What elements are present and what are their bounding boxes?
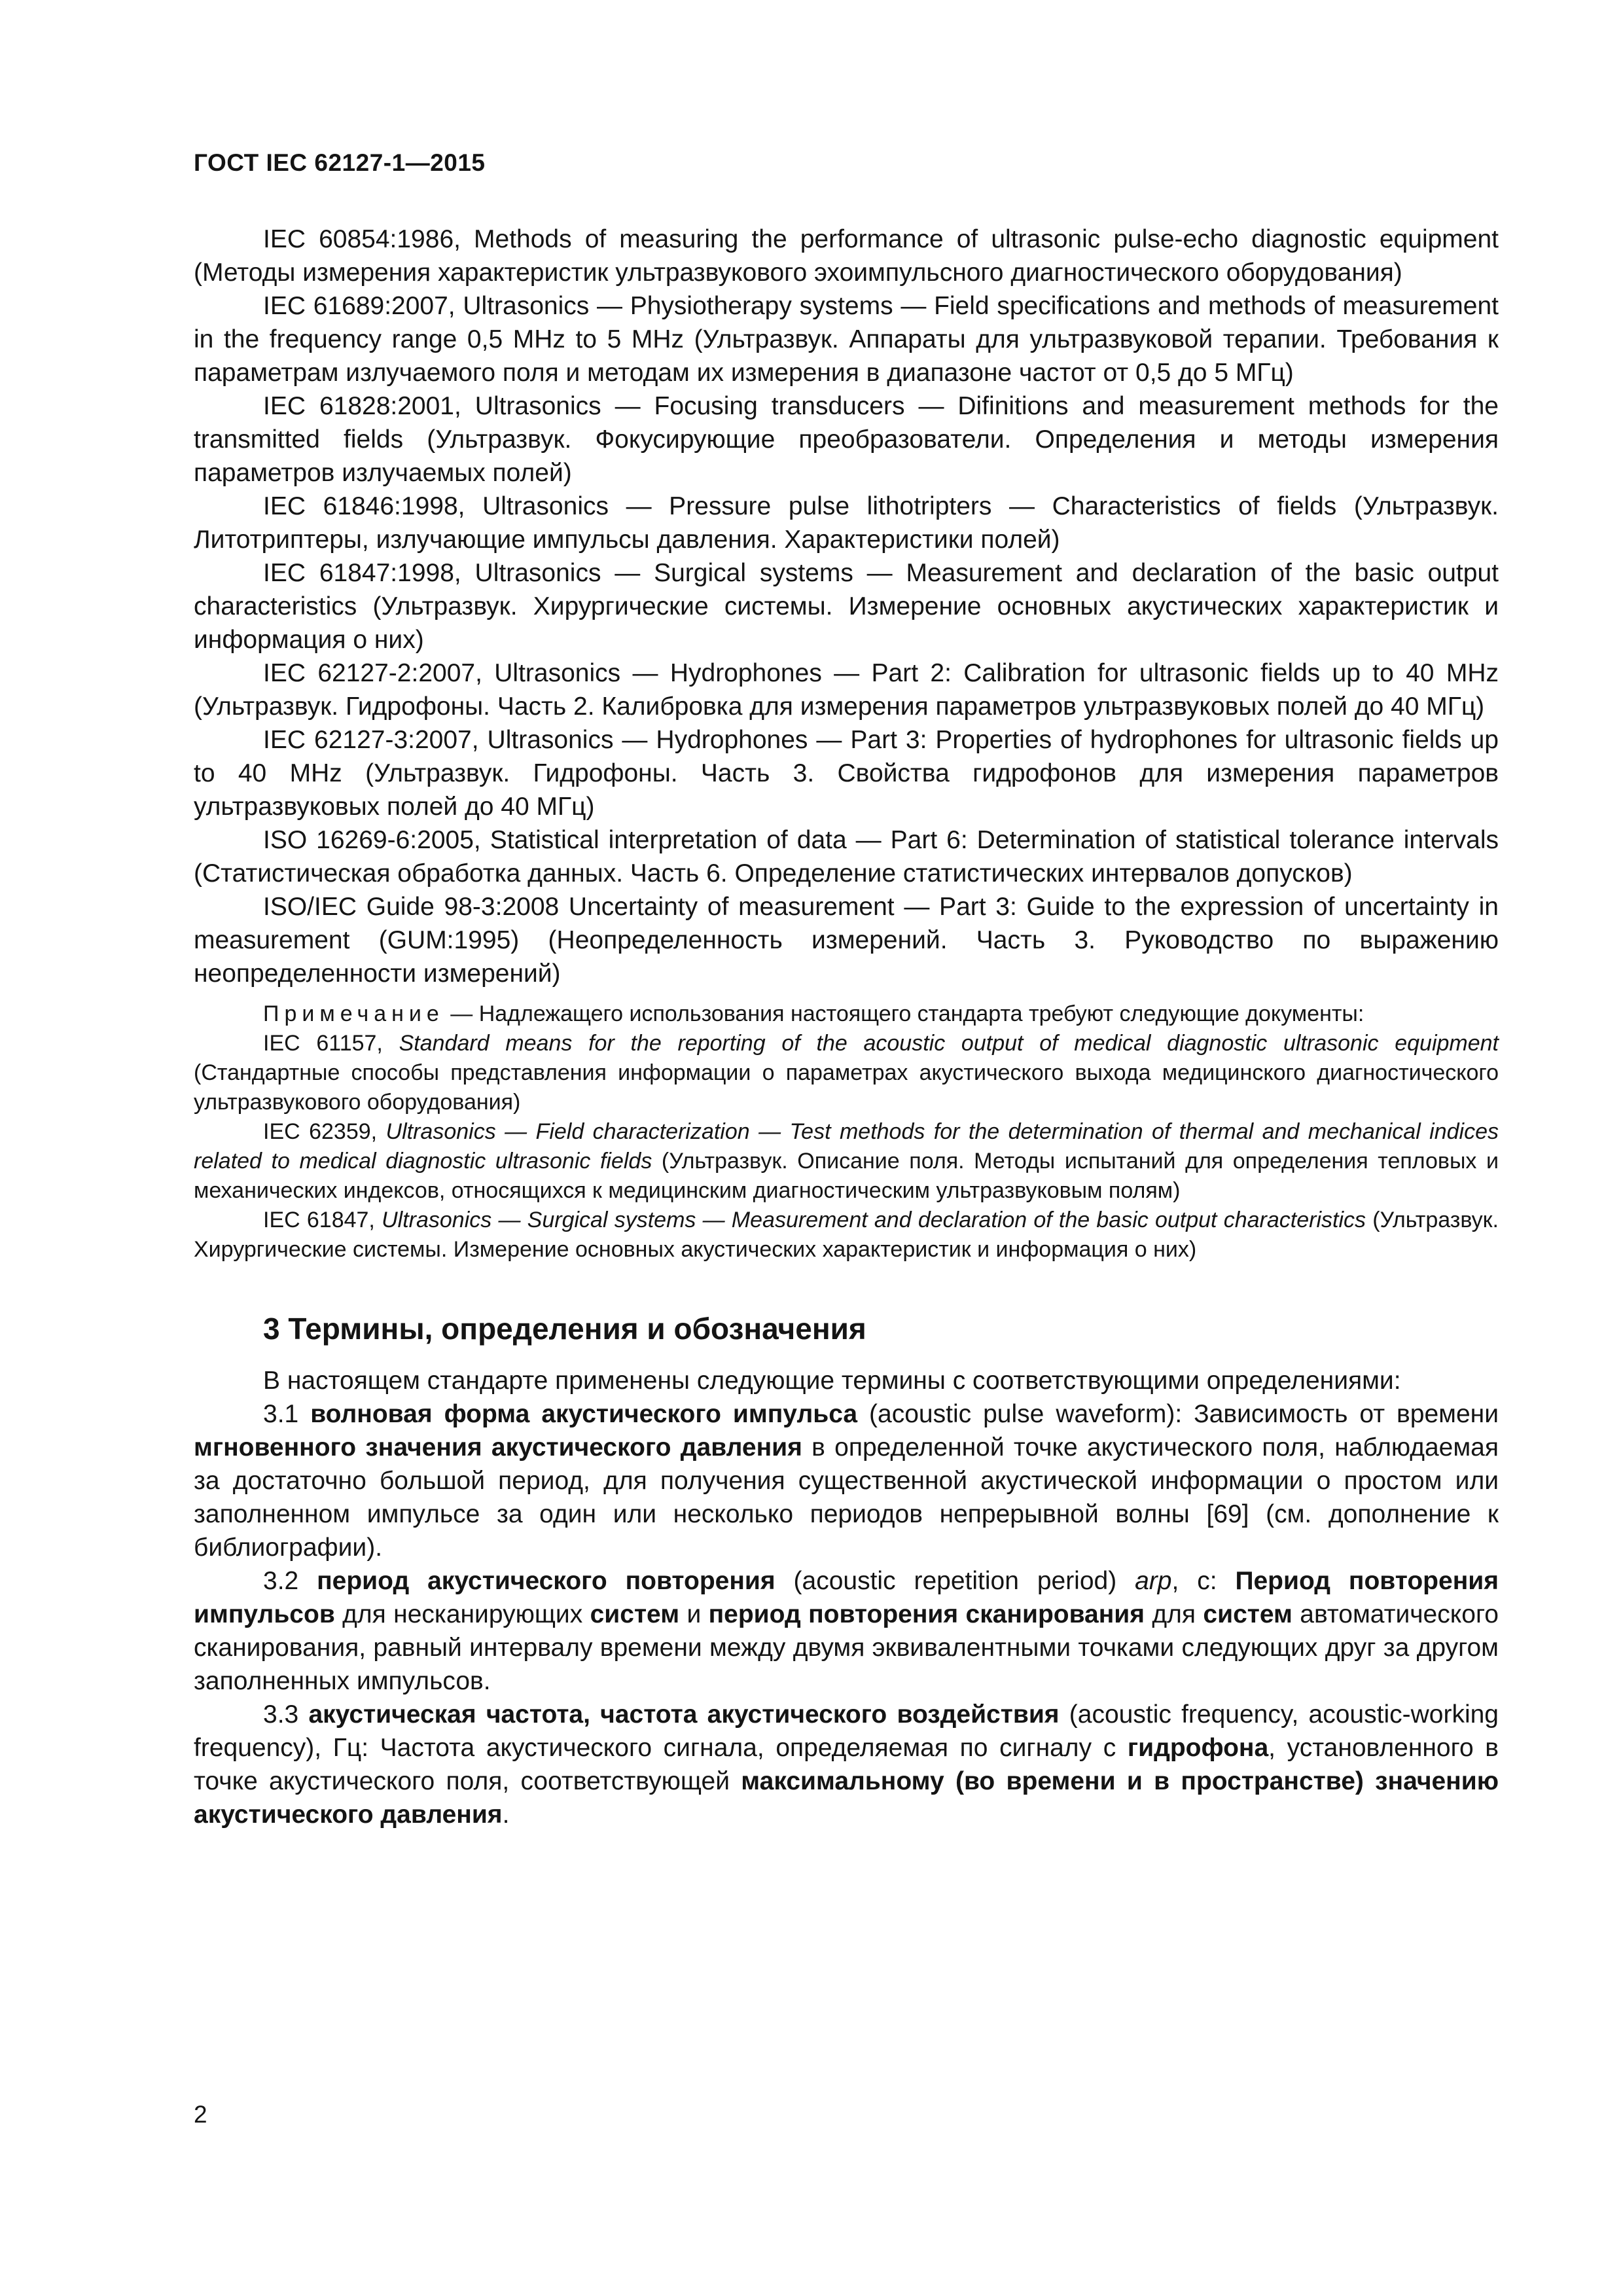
- section-heading: 3 Термины, определения и обозначения: [263, 1312, 866, 1346]
- term-reference: гидрофона: [1127, 1734, 1269, 1762]
- term-name: волновая форма акустического импульса: [310, 1400, 858, 1428]
- reference-item: IEC 60854:1986, Methods of measuring the performance of ultrasonic pulse-echo diagnostic equipment (Методы измерения характеристик ультразвукового эхоимпульсного диагностического оборудования): [194, 225, 1499, 287]
- term-reference: систем: [1203, 1600, 1293, 1628]
- term-reference: Период повторения импульсов: [194, 1567, 1499, 1628]
- term-text: для: [1145, 1600, 1204, 1628]
- note-text: — Надлежащего использования настоящего стандарта требуют следующие документы:: [444, 1001, 1364, 1026]
- reference-item: IEC 61846:1998, Ultrasonics — Pressure pulse lithotripters — Characteristics of fields (Ультразвук. Литотриптеры, излучающие импульсы давления. Характеристики полей): [194, 492, 1499, 554]
- term-3-2: [194, 1564, 1499, 1698]
- note-item-id: IEC 61157,: [263, 1031, 399, 1056]
- note-item: [194, 1029, 1499, 1117]
- term-number: 3.3: [263, 1700, 309, 1729]
- term-text: .: [502, 1801, 510, 1829]
- reference-item: IEC 61689:2007, Ultrasonics — Physiotherapy systems — Field specifications and methods of measurement in the frequency range 0,5 MHz to 5 MHz (Ультразвук. Аппараты для ультразвуковой терапии. Требования к параметрам излучаемого поля и методам их измерения в диапазоне частот от 0,5 до 5 МГц): [194, 292, 1499, 387]
- note-item-id: IEC 61847,: [263, 1208, 382, 1232]
- term-symbol: arp: [1135, 1567, 1172, 1595]
- term-reference: максимальному (во времени и в пространстве) значению акустического давления: [194, 1767, 1499, 1829]
- note-heading: [194, 999, 1499, 1029]
- term-3-3: [194, 1698, 1499, 1831]
- page-number: 2: [194, 2101, 207, 2128]
- reference-item: ISO/IEC Guide 98-3:2008 Uncertainty of measurement — Part 3: Guide to the expression of uncertainty in measurement (GUM:1995) (Неопределенность измерений. Часть 3. Руководство по выражению неопределенности измерений): [194, 893, 1499, 988]
- reference-item: IEC 62127-3:2007, Ultrasonics — Hydrophones — Part 3: Properties of hydrophones for ultrasonic fields up to 40 MHz (Ультразвук. Гидрофоны. Часть 3. Свойства гидрофонов для измерения параметров ультразвуковых полей до 40 МГц): [194, 726, 1499, 821]
- term-3-1: [194, 1397, 1499, 1564]
- section-intro: В настоящем стандарте применены следующие термины с соответствующими определениями:: [263, 1367, 1401, 1395]
- note-item-translation: (Ультразвук. Описание поля. Методы испытаний для определения тепловых и механических индексов, относящихся к медицинским диагностическим ультразвуковым полям): [194, 1149, 1499, 1203]
- note-label: Примечание: [263, 1001, 444, 1026]
- normative-references-list: [194, 223, 1499, 990]
- term-text: для несканирующих: [334, 1600, 590, 1628]
- term-name: период акустического повторения: [317, 1567, 776, 1595]
- reference-item: IEC 61828:2001, Ultrasonics — Focusing transducers — Difinitions and measurement methods for the transmitted fields (Ультразвук. Фокусирующие преобразователи. Определения и методы измерения параметров излучаемых полей): [194, 392, 1499, 487]
- term-name: акустическая частота, частота акустического воздействия: [308, 1700, 1060, 1729]
- term-reference: систем: [590, 1600, 680, 1628]
- note-item-translation: (Ультразвук. Хирургические системы. Измерение основных акустических характеристик и информация о них): [194, 1208, 1499, 1262]
- term-reference: мгновенного значения акустического давления: [194, 1433, 802, 1462]
- document-header: ГОСТ IEC 62127-1—2015: [194, 149, 486, 176]
- reference-item: IEC 61847:1998, Ultrasonics — Surgical systems — Measurement and declaration of the basic output characteristics (Ультразвук. Хирургические системы. Измерение основных акустических характеристик и информация о них): [194, 559, 1499, 654]
- term-text: (acoustic frequency, acoustic-working frequency), Гц: Частота акустического сигнала, определяемая по сигналу с: [194, 1700, 1499, 1762]
- document-body: [194, 223, 1499, 1831]
- term-text: в определенной точке акустического поля, наблюдаемая за достаточно большой период, для получения существенной акустической информации о простом или заполненном импульсе за один или несколько периодов непрерывной волны [69] (см. дополнение к библиографии).: [194, 1433, 1499, 1562]
- term-number: 3.1: [263, 1400, 311, 1428]
- term-text: автоматического сканирования, равный интервалу времени между двумя эквивалентными точками следующих друг за другом заполненных импульсов.: [194, 1600, 1499, 1695]
- note-item-title: Ultrasonics — Field characterization — Test methods for the determination of thermal and mechanical indices related to medical diagnostic ultrasonic fields: [194, 1119, 1499, 1174]
- term-text: , с:: [1171, 1567, 1236, 1595]
- reference-item: ISO 16269-6:2005, Statistical interpretation of data — Part 6: Determination of statistical tolerance intervals (Статистическая обработка данных. Часть 6. Определение статистических интервалов допусков): [194, 826, 1499, 888]
- term-reference: период повторения сканирования: [708, 1600, 1145, 1628]
- reference-item: IEC 62127-2:2007, Ultrasonics — Hydrophones — Part 2: Calibration for ultrasonic fields up to 40 MHz (Ультразвук. Гидрофоны. Часть 2. Калибровка для измерения параметров ультразвуковых полей до 40 МГц): [194, 659, 1499, 721]
- term-text: , установленного в точке акустического поля, соответствующей: [194, 1734, 1499, 1795]
- note-item: [194, 1206, 1499, 1265]
- note-item-translation: (Стандартные способы представления информации о параметрах акустического выхода медицинского диагностического ультразвукового оборудования): [194, 1060, 1499, 1115]
- note-item-id: IEC 62359,: [263, 1119, 386, 1144]
- note-item-title: Standard means for the reporting of the acoustic output of medical diagnostic ultrasonic equipment: [399, 1031, 1499, 1056]
- term-text: и: [679, 1600, 709, 1628]
- term-text: (acoustic repetition period): [775, 1567, 1135, 1595]
- term-number: 3.2: [263, 1567, 317, 1595]
- note-block: [194, 999, 1499, 1265]
- note-item-title: Ultrasonics — Surgical systems — Measurement and declaration of the basic output characteristics: [382, 1208, 1366, 1232]
- note-item: [194, 1117, 1499, 1206]
- term-text: (acoustic pulse waveform): Зависимость от времени: [857, 1400, 1499, 1428]
